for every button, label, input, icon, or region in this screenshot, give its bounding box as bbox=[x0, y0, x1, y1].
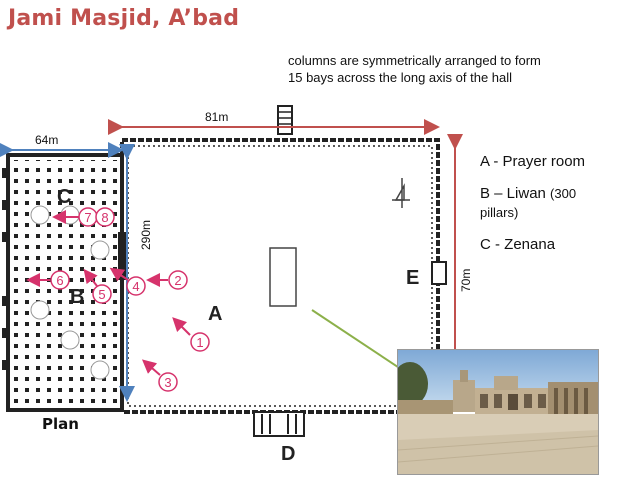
legend-b-small: (300 bbox=[550, 186, 577, 201]
dim-label-left-top: 64m bbox=[35, 133, 59, 147]
dim-label-vertical-right: 70m bbox=[459, 268, 473, 292]
legend-c: C - Zenana bbox=[480, 236, 556, 253]
slide-title: Jami Masjid, A’bad bbox=[8, 6, 240, 31]
svg-text:1: 1 bbox=[196, 335, 204, 350]
legend-a: A - Prayer room bbox=[480, 153, 586, 170]
note-line-2: 15 bays across the long axis of the hall bbox=[288, 70, 513, 85]
zone-letter-e: E bbox=[406, 267, 420, 289]
svg-text:2: 2 bbox=[174, 273, 182, 288]
view-marker-8 bbox=[96, 208, 114, 226]
svg-text:7: 7 bbox=[84, 210, 92, 225]
svg-text:4: 4 bbox=[132, 279, 140, 294]
dim-label-top: 81m bbox=[205, 110, 229, 124]
svg-text:3: 3 bbox=[164, 375, 172, 390]
courtyard-photo bbox=[397, 349, 599, 475]
legend-b-cont: pillars) bbox=[480, 205, 519, 220]
note-line-1: columns are symmetrically arranged to form bbox=[288, 53, 541, 68]
view-marker-1 bbox=[175, 320, 209, 351]
zone-letter-d: D bbox=[281, 443, 296, 465]
zone-letter-a: A bbox=[208, 303, 223, 325]
zone-letter-b: B bbox=[70, 286, 85, 308]
svg-text:5: 5 bbox=[98, 287, 106, 302]
legend bbox=[480, 152, 630, 267]
svg-text:8: 8 bbox=[101, 210, 109, 225]
svg-text:6: 6 bbox=[56, 273, 64, 288]
legend-b bbox=[480, 184, 630, 222]
zone-letter-c: C bbox=[57, 186, 72, 208]
dim-label-vertical-left: 290m bbox=[139, 219, 153, 250]
view-marker-3 bbox=[145, 362, 177, 391]
legend-b-main: B – Liwan bbox=[480, 185, 546, 202]
view-marker-2 bbox=[150, 271, 187, 289]
plan-label: Plan bbox=[42, 415, 79, 433]
